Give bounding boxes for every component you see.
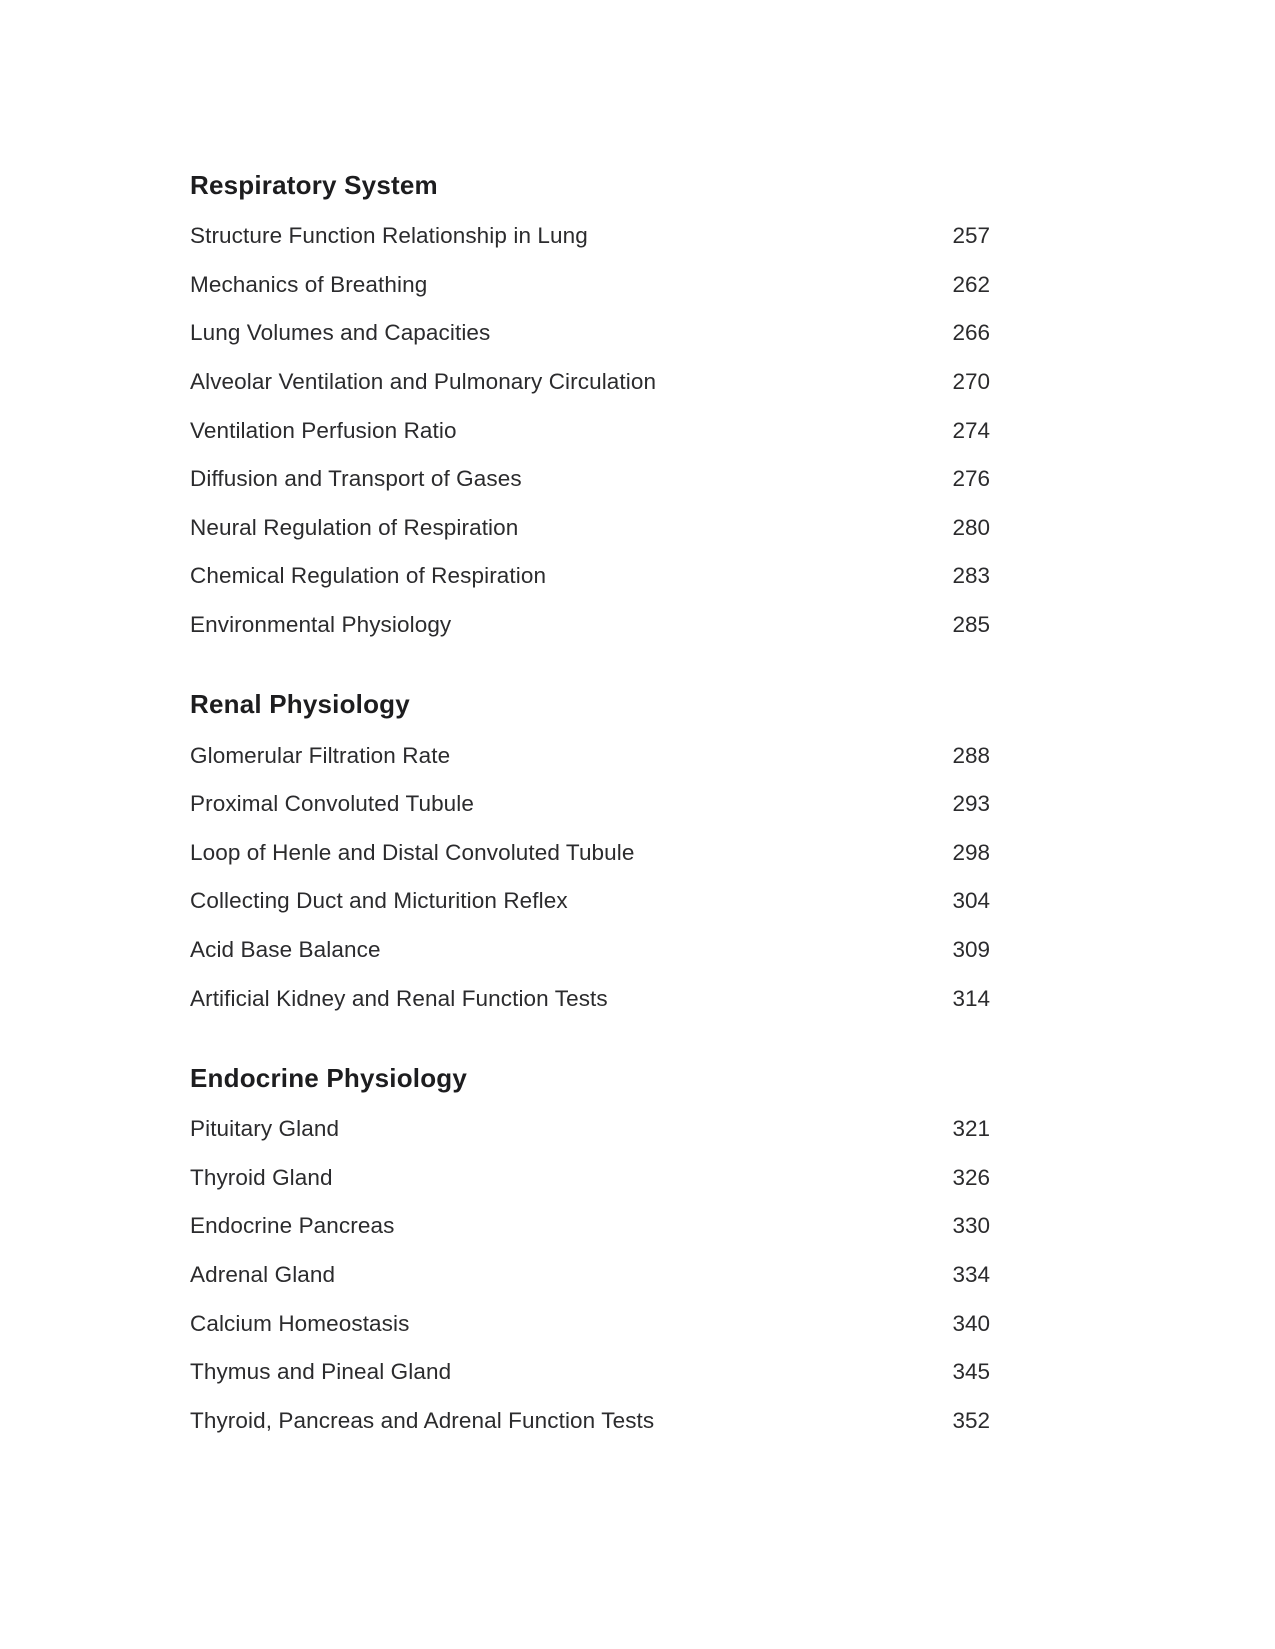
toc-entry [190,1202,990,1251]
toc-entry [190,358,990,407]
toc-entry [190,877,990,926]
toc-entry [190,212,990,261]
toc-entry-title: Environmental Physiology [190,612,452,638]
toc-entry-page-number: 321 [952,1116,990,1142]
toc-entry-page-number: 262 [952,271,990,297]
toc-entry [190,829,990,878]
toc-entry-page-number: 314 [952,985,990,1011]
toc-entry [190,504,990,553]
toc-entry-page-number: 304 [952,888,990,914]
section-heading: Endocrine Physiology [190,1062,468,1093]
toc-entry [190,1105,990,1154]
toc-entry-title: Thyroid Gland [190,1164,333,1190]
toc-entry-title: Alveolar Ventilation and Pulmonary Circulation [190,369,657,395]
toc-entry-page-number: 293 [952,791,990,817]
section-entries [190,1105,990,1445]
toc-entry-title: Loop of Henle and Distal Convoluted Tubule [190,839,635,865]
toc-entry-page-number: 334 [952,1261,990,1287]
toc-entry-title: Collecting Duct and Micturition Reflex [190,888,568,914]
toc-entry-title: Glomerular Filtration Rate [190,742,451,768]
toc-entry [190,1154,990,1203]
toc-entry [190,1396,990,1445]
toc-entry-title: Diffusion and Transport of Gases [190,466,522,492]
table-of-contents [190,168,990,1445]
toc-entry [190,406,990,455]
toc-entry [190,974,990,1023]
toc-entry [190,601,990,650]
toc-entry-title: Neural Regulation of Respiration [190,514,519,540]
toc-entry-page-number: 309 [952,937,990,963]
toc-entry-page-number: 257 [952,223,990,249]
toc-section [190,1061,990,1445]
toc-entry [190,780,990,829]
toc-entry-page-number: 340 [952,1310,990,1336]
toc-entry-title: Thymus and Pineal Gland [190,1359,452,1385]
toc-entry-page-number: 345 [952,1359,990,1385]
section-heading: Respiratory System [190,170,438,200]
toc-section [190,687,990,1023]
toc-entry-title: Lung Volumes and Capacities [190,320,491,346]
toc-entry-page-number: 283 [952,563,990,589]
toc-entry [190,731,990,780]
toc-entry-title: Structure Function Relationship in Lung [190,223,588,249]
toc-entry [190,1299,990,1348]
toc-entry-title: Proximal Convoluted Tubule [190,791,475,817]
toc-entry [190,926,990,975]
section-heading: Renal Physiology [190,689,410,720]
toc-entry-page-number: 288 [952,742,990,768]
toc-entry-page-number: 274 [952,417,990,443]
toc-entry-title: Thyroid, Pancreas and Adrenal Function Tests [190,1407,655,1433]
toc-entry [190,261,990,310]
toc-section [190,168,990,649]
toc-entry [190,1251,990,1300]
toc-entry-title: Acid Base Balance [190,937,381,963]
toc-entry-page-number: 266 [952,320,990,346]
toc-entry [190,1348,990,1397]
toc-entry-page-number: 326 [952,1164,990,1190]
toc-entry [190,309,990,358]
toc-entry-page-number: 298 [952,839,990,865]
toc-entry-title: Mechanics of Breathing [190,271,428,297]
toc-entry-title: Pituitary Gland [190,1116,340,1142]
toc-entry-title: Artificial Kidney and Renal Function Tests [190,985,608,1011]
toc-entry-page-number: 280 [952,514,990,540]
toc-entry-page-number: 276 [952,466,990,492]
toc-entry [190,455,990,504]
toc-entry-title: Adrenal Gland [190,1261,336,1287]
toc-entry-page-number: 352 [952,1407,990,1433]
toc-entry-title: Endocrine Pancreas [190,1213,395,1239]
toc-entry [190,552,990,601]
section-entries [190,212,990,649]
toc-entry-title: Chemical Regulation of Respiration [190,563,547,589]
toc-entry-title: Calcium Homeostasis [190,1310,410,1336]
toc-entry-page-number: 270 [952,369,990,395]
section-entries [190,731,990,1023]
toc-entry-page-number: 330 [952,1213,990,1239]
toc-entry-page-number: 285 [952,612,990,638]
toc-entry-title: Ventilation Perfusion Ratio [190,417,457,443]
